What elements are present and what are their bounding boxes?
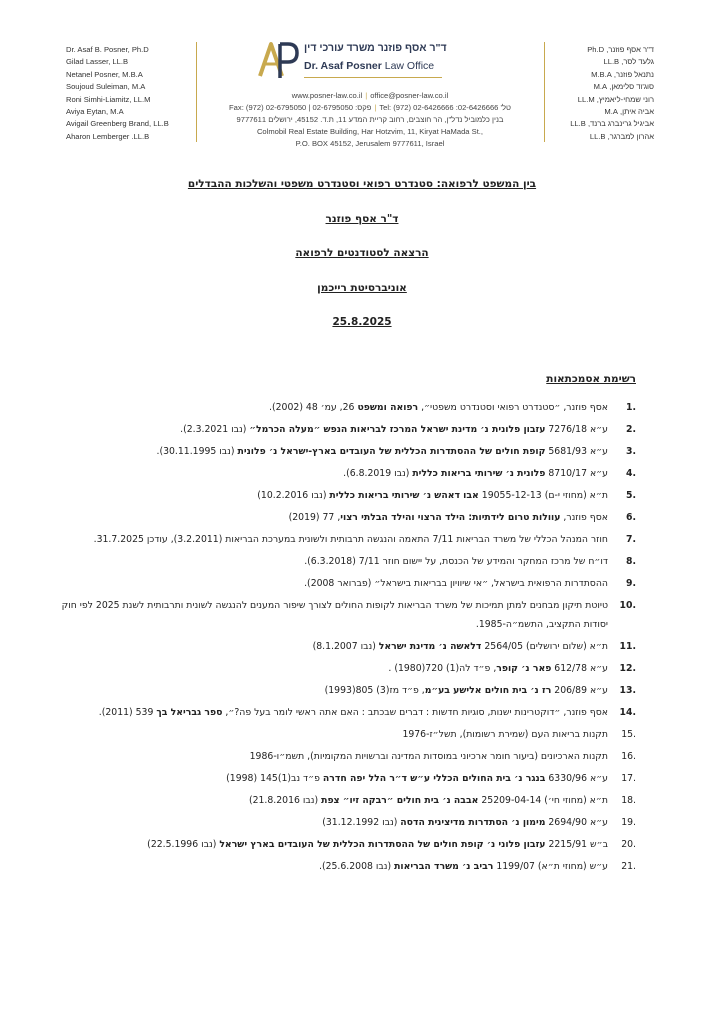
- reference-item: [48, 769, 636, 788]
- reference-number: 3.: [625, 446, 636, 457]
- phone-number: Tel: (972) 02-6426666 :טל' 02-6426666: [379, 103, 511, 112]
- reference-number: 17.: [621, 773, 636, 784]
- address-english-line-2: P.O. BOX 45152, Jerusalem 9777611, Israel: [295, 139, 445, 148]
- reference-number: 20.: [621, 839, 636, 850]
- reference-item: [48, 791, 636, 810]
- partner-name: Aharon Lemberger .LL.B: [66, 131, 150, 141]
- reference-number: 9.: [625, 578, 636, 589]
- reference-number: 4.: [625, 468, 636, 479]
- reference-text: ע״א 612/78 פאר נ׳ קופר, פ״ד לה(1) 720(1980) .: [388, 663, 608, 674]
- lecture-date: 25.8.2025: [332, 316, 392, 328]
- lecture-author: ד"ר אסף פוזנר: [325, 212, 399, 225]
- reference-text: ת״א (מחוזי י-ם) 19055-12-13 אבו דאהש נ׳ שירותי בריאות כללית (נבו 10.2.2016): [257, 490, 608, 501]
- reference-text: ע״א 206/89 רז נ׳ בית חולים אלישע בע״מ, פ״ד מז(3) 805(1993): [324, 685, 608, 696]
- reference-item: [48, 508, 636, 527]
- reference-number: 19.: [621, 817, 636, 828]
- document-titles: [100, 178, 624, 351]
- partner-name: Gilad Lasser, LL.B: [66, 57, 129, 67]
- references-list: [48, 398, 636, 879]
- reference-text: טיוטת תיקון מבחנים למתן תמיכות של משרד הבריאות לקופות החולים לצורך שיפור המענים להנגשה לשונית ותרבותית לשנת 2025 לפי חוק יסודות התקציב, התשמ״ה-1985.: [61, 600, 608, 630]
- reference-text: ע״א 8710/17 פלונית נ׳ שירותי בריאות כללית (נבו 6.8.2019).: [343, 468, 608, 479]
- lecture-institution: אוניברסיטת רייכמן: [317, 281, 407, 294]
- reference-item: [48, 486, 636, 505]
- reference-number: 12.: [619, 663, 636, 674]
- address-hebrew: בנין כלמוביל נדל"ן, הר חוצבים, רחוב קריית המדע 11, ת.ד. 45152, ירושלים 9777611: [236, 115, 504, 124]
- email-link[interactable]: office@posner-law.co.il: [370, 91, 449, 100]
- partners-list-hebrew: [534, 44, 654, 143]
- reference-number: 6.: [625, 512, 636, 523]
- reference-item: [48, 464, 636, 483]
- reference-item: [48, 530, 636, 549]
- partner-name: Avigail Greenberg Brand, LL.B: [66, 119, 169, 129]
- firm-name-english: Dr. Asaf Posner Law Office: [304, 60, 435, 72]
- reference-text: דו״ח של מרכז המחקר והמידע של הכנסת, על יישום חוזר 7/11 (6.3.2018).: [304, 556, 608, 567]
- partners-list-english: [66, 44, 196, 143]
- reference-item: [48, 703, 636, 722]
- partner-name: רוני שמחי-ליאמיץ, LL.M: [577, 94, 654, 104]
- reference-text: אסף פוזנר, ״סטנדרט רפואי וסטנדרט משפטי״, רפואה ומשפט 26, עמ׳ 48 (2002).: [269, 402, 608, 413]
- reference-item: [48, 835, 636, 854]
- reference-text: אסף פוזנר, ״דוקטרינות ישנות, סוגיות חדשות : דברים שבכתב : האם אתה ראשי לומר בעל פה?״, ספר גבריאל בך 539 (2011).: [98, 707, 608, 718]
- partner-name: גלעד לסר, LL.B: [603, 57, 654, 67]
- reference-item: [48, 813, 636, 832]
- reference-text: ת״א (מחוזי חי׳) 25209-04-14 אבבה נ׳ בית חולים ״רבקה זיו״ צפת (נבו 21.8.2016): [248, 795, 608, 806]
- partner-name: Roni Simhi-Liamitz, LL.M: [66, 94, 151, 104]
- reference-item: [48, 681, 636, 700]
- reference-number: 7.: [625, 534, 636, 545]
- reference-text: ע״א 5681/93 קופת חולים של ההסתדרות הכללית של העובדים בארץ-ישראל נ׳ פלונית (נבו 30.11.1995).: [156, 446, 608, 457]
- partner-name: אביה איתן, M.A: [604, 107, 654, 117]
- reference-number: 15.: [621, 729, 636, 740]
- firm-name-underline: [304, 77, 442, 78]
- reference-item: [48, 552, 636, 571]
- reference-text: ב״ש 2215/91 עזבון פלוני נ׳ קופת חולים של ההסתדרות הכללית של העובדים בארץ ישראל (נבו 22.5.1996): [147, 839, 608, 850]
- reference-number: 5.: [625, 490, 636, 501]
- reference-number: 14.: [619, 707, 636, 718]
- firm-logo-icon: [256, 38, 300, 82]
- reference-item: [48, 420, 636, 439]
- letterhead: [0, 0, 724, 150]
- reference-number: 10.: [619, 600, 636, 611]
- fax-number: Fax: (972) 02-6795050 | פקס: 02-6795050: [229, 103, 372, 112]
- reference-item: [48, 725, 636, 744]
- reference-item: [48, 398, 636, 417]
- firm-name-hebrew: ד"ר אסף פוזנר משרד עורכי דין: [304, 42, 447, 54]
- reference-number: 13.: [619, 685, 636, 696]
- partner-name: Soujoud Suleiman, M.A: [66, 82, 146, 92]
- reference-text: ע״א 2694/90 מימון נ׳ הסתדרות מדיצינית הדסה (נבו 31.12.1992): [322, 817, 608, 828]
- reference-item: [48, 747, 636, 766]
- reference-text: ע״ש (מחוזי ת״א) 1199/07 רביב נ׳ משרד הבריאות (נבו 25.6.2008).: [318, 861, 608, 872]
- reference-item: [48, 637, 636, 656]
- reference-item: [48, 857, 636, 876]
- reference-text: ע״א 6330/96 בנגר נ׳ בית החולים הכללי ע״ש ד״ר הלל יפה חדרה פ״ד נב(1)145 (1998): [226, 773, 608, 784]
- reference-number: 2.: [625, 424, 636, 435]
- reference-number: 16.: [621, 751, 636, 762]
- reference-text: ההסתדרות הרפואית בישראל, ״אי שיוויון בבריאות בישראל״ (פברואר 2008).: [304, 578, 608, 589]
- reference-number: 8.: [625, 556, 636, 567]
- reference-item: [48, 659, 636, 678]
- reference-number: 1.: [625, 402, 636, 413]
- reference-number: 18.: [621, 795, 636, 806]
- lecture-title: בין המשפט לרפואה: סטנדרט רפואי וסטנדרט משפטי והשלכות ההבדלים: [187, 178, 537, 190]
- contact-details: www.posner-law.co.il | office@posner-law.co.il Fax: (972) 02-6795050 | פקס: 02-6795050 | Tel: (972) 02-6426666 :טל' 02-6426666 בנין כלמוביל נדל"ן, הר חוצבים, רחוב קריית המדע 11, ת.ד. 45152, ירושלים 9777611 Colmobil Real Estate Building, Har Hotzvim, 11, Kiryat HaMada St., P.O. BOX 45152, Jerusalem 9777611, Israel: [200, 90, 540, 150]
- reference-text: תקנות בריאות העם (שמירת רשומות), תשל״ז-1976: [402, 729, 608, 740]
- reference-item: [48, 596, 636, 634]
- partner-name: אהרון למברגר, LL.B: [589, 131, 654, 141]
- partner-name: ד"ר אסף פוזנר, Ph.D: [587, 45, 654, 54]
- partner-name: אביגיל גרינברג ברנד, LL.B: [570, 119, 654, 129]
- partner-name: סוג'וד סלימאן, M.A: [593, 82, 654, 92]
- firm-identity: [200, 36, 540, 150]
- lecture-audience: הרצאה לסטודנטים לרפואה: [295, 247, 429, 259]
- divider-left: [196, 42, 197, 142]
- reference-number: 21.: [621, 861, 636, 872]
- reference-text: ע״א 7276/18 עזבון פלונית נ׳ מדינת ישראל המרכז לבריאות הנפש ״מעלה הכרמל״ (נבו 2.3.2021).: [180, 424, 608, 435]
- partner-name: Aviya Eytan, M.A: [66, 107, 124, 117]
- address-english-line-1: Colmobil Real Estate Building, Har Hotzvim, 11, Kiryat HaMada St.,: [256, 127, 484, 136]
- reference-item: [48, 442, 636, 461]
- reference-text: תקנות הארכיונים (ביעור חומר ארכיוני במוסדות המדינה וברשויות המקומיות), תשמ״ו-1986: [249, 751, 608, 762]
- reference-item: [48, 574, 636, 593]
- reference-text: ת״א (שלום ירושלים) 2564/05 דלאשה נ׳ מדינת ישראל (נבו 8.1.2007): [312, 641, 608, 652]
- reference-text: אסף פוזנר, עוולות טרום לידתיות: הילד הרצוי והילד הבלתי רצוי, 77 (2019): [288, 512, 608, 523]
- website-link[interactable]: www.posner-law.co.il: [291, 91, 363, 100]
- reference-text: חוזר המנהל הכללי של משרד הבריאות 7/11 התאמה והנגשה תרבותית ולשונית במערכת הבריאות (3.2.2011), עודכן 31.7.2025.: [93, 534, 608, 545]
- partner-name: Dr. Asaf B. Posner, Ph.D: [66, 45, 149, 54]
- reference-number: 11.: [619, 641, 636, 652]
- partner-name: נתנאל פוזנר, M.B.A: [591, 69, 654, 79]
- partner-name: Netanel Posner, M.B.A: [66, 69, 143, 79]
- references-heading: רשימת אסמכתאות: [546, 373, 636, 385]
